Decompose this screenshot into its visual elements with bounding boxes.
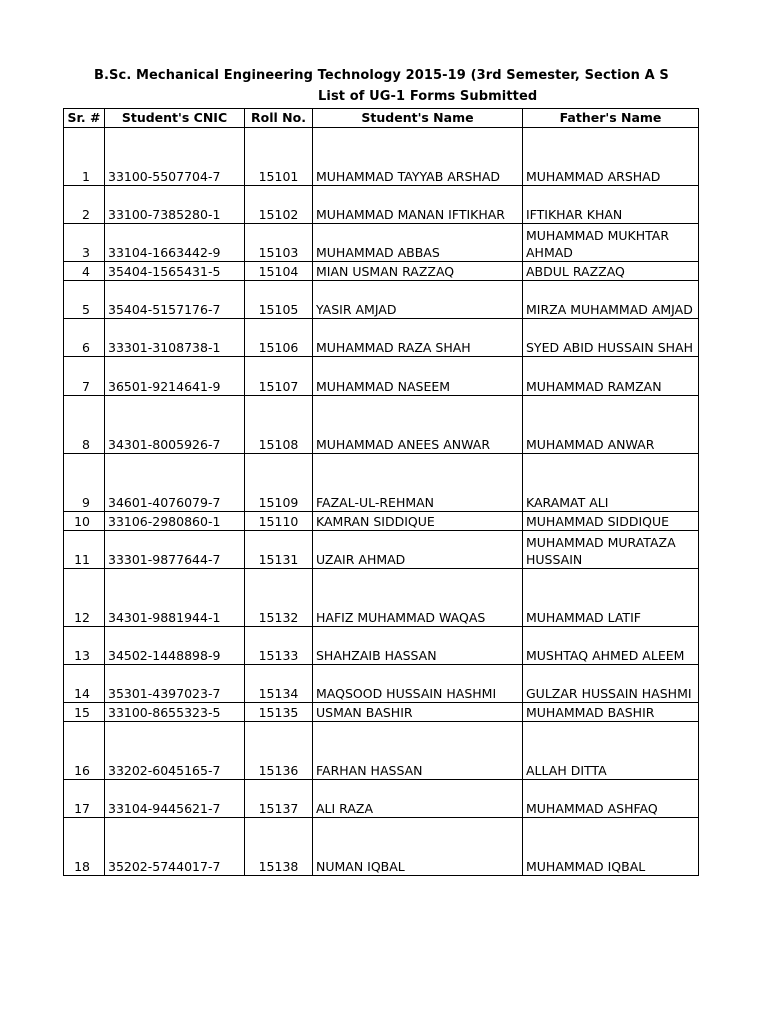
cell-roll-no: 15138 [245,818,313,876]
cell-sr: 6 [64,319,105,357]
column-header-roll-no: Roll No. [245,109,313,128]
cell-sr: 5 [64,281,105,319]
cell-cnic: 34301-8005926-7 [105,396,245,454]
cell-father-name: MUHAMMAD ARSHAD [523,128,699,186]
cell-roll-no: 15104 [245,262,313,281]
cell-cnic: 35301-4397023-7 [105,665,245,703]
table-row [64,319,699,357]
cell-father-name: MUHAMMAD RAMZAN [523,357,699,396]
cell-cnic: 34502-1448898-9 [105,627,245,665]
cell-roll-no: 15106 [245,319,313,357]
cell-student-name: ALI RAZA [313,780,523,818]
cell-student-name: FARHAN HASSAN [313,722,523,780]
document-title: B.Sc. Mechanical Engineering Technology 2015-19 (3rd Semester, Section A S [94,68,669,83]
table-row [64,128,699,186]
cell-father-name: IFTIKHAR KHAN [523,186,699,224]
cell-sr: 8 [64,396,105,454]
table-row [64,818,699,876]
cell-student-name: MAQSOOD HUSSAIN HASHMI [313,665,523,703]
cell-father-name: MUHAMMAD LATIF [523,569,699,627]
cell-cnic: 33104-1663442-9 [105,224,245,262]
table-row [64,357,699,396]
cell-sr: 1 [64,128,105,186]
table-row [64,396,699,454]
cell-father-name: MUHAMMAD SIDDIQUE [523,512,699,531]
cell-cnic: 35404-5157176-7 [105,281,245,319]
cell-student-name: MUHAMMAD TAYYAB ARSHAD [313,128,523,186]
cell-roll-no: 15135 [245,703,313,722]
document-subtitle: List of UG-1 Forms Submitted [318,89,538,104]
cell-sr: 4 [64,262,105,281]
cell-student-name: HAFIZ MUHAMMAD WAQAS [313,569,523,627]
cell-sr: 9 [64,454,105,512]
table-row [64,512,699,531]
cell-roll-no: 15101 [245,128,313,186]
cell-sr: 16 [64,722,105,780]
column-header-father-name: Father's Name [523,109,699,128]
cell-roll-no: 15132 [245,569,313,627]
cell-roll-no: 15133 [245,627,313,665]
column-header-student-name: Student's Name [313,109,523,128]
cell-student-name: NUMAN IQBAL [313,818,523,876]
cell-father-name: GULZAR HUSSAIN HASHMI [523,665,699,703]
cell-sr: 10 [64,512,105,531]
cell-student-name: YASIR AMJAD [313,281,523,319]
cell-roll-no: 15137 [245,780,313,818]
cell-father-name: KARAMAT ALI [523,454,699,512]
table-row [64,531,699,569]
table-row [64,665,699,703]
table-row [64,281,699,319]
cell-roll-no: 15110 [245,512,313,531]
cell-father-name: MUHAMMAD IQBAL [523,818,699,876]
cell-cnic: 33100-8655323-5 [105,703,245,722]
forms-table [63,108,699,876]
table-header-row [64,109,699,128]
cell-student-name: SHAHZAIB HASSAN [313,627,523,665]
cell-roll-no: 15105 [245,281,313,319]
table-row [64,262,699,281]
cell-roll-no: 15109 [245,454,313,512]
cell-roll-no: 15107 [245,357,313,396]
cell-student-name: KAMRAN SIDDIQUE [313,512,523,531]
cell-student-name: MIAN USMAN RAZZAQ [313,262,523,281]
table-row [64,627,699,665]
cell-cnic: 33301-9877644-7 [105,531,245,569]
cell-father-name: MUSHTAQ AHMED ALEEM [523,627,699,665]
cell-cnic: 33106-2980860-1 [105,512,245,531]
cell-cnic: 34301-9881944-1 [105,569,245,627]
table-row [64,224,699,262]
table-row [64,780,699,818]
cell-student-name: USMAN BASHIR [313,703,523,722]
cell-cnic: 36501-9214641-9 [105,357,245,396]
cell-sr: 13 [64,627,105,665]
cell-father-name: ABDUL RAZZAQ [523,262,699,281]
cell-cnic: 34601-4076079-7 [105,454,245,512]
table-row [64,454,699,512]
cell-student-name: MUHAMMAD NASEEM [313,357,523,396]
cell-cnic: 33100-7385280-1 [105,186,245,224]
cell-sr: 18 [64,818,105,876]
cell-cnic: 35404-1565431-5 [105,262,245,281]
cell-student-name: MUHAMMAD ABBAS [313,224,523,262]
cell-sr: 17 [64,780,105,818]
cell-roll-no: 15134 [245,665,313,703]
cell-sr: 2 [64,186,105,224]
table-row [64,722,699,780]
cell-student-name: MUHAMMAD MANAN IFTIKHAR [313,186,523,224]
cell-father-name: MIRZA MUHAMMAD AMJAD [523,281,699,319]
table-body [64,128,699,876]
cell-father-name: MUHAMMAD ASHFAQ [523,780,699,818]
cell-father-name: MUHAMMAD BASHIR [523,703,699,722]
cell-father-name: MUHAMMAD MURATAZA HUSSAIN [523,531,699,569]
cell-roll-no: 15102 [245,186,313,224]
cell-sr: 3 [64,224,105,262]
cell-student-name: MUHAMMAD RAZA SHAH [313,319,523,357]
cell-father-name: ALLAH DITTA [523,722,699,780]
cell-roll-no: 15131 [245,531,313,569]
cell-cnic: 33104-9445621-7 [105,780,245,818]
cell-sr: 12 [64,569,105,627]
cell-student-name: FAZAL-UL-REHMAN [313,454,523,512]
cell-sr: 15 [64,703,105,722]
cell-cnic: 33202-6045165-7 [105,722,245,780]
table-row [64,569,699,627]
cell-student-name: UZAIR AHMAD [313,531,523,569]
cell-father-name: MUHAMMAD ANWAR [523,396,699,454]
cell-roll-no: 15103 [245,224,313,262]
cell-student-name: MUHAMMAD ANEES ANWAR [313,396,523,454]
cell-father-name: SYED ABID HUSSAIN SHAH [523,319,699,357]
cell-roll-no: 15108 [245,396,313,454]
cell-cnic: 33301-3108738-1 [105,319,245,357]
cell-roll-no: 15136 [245,722,313,780]
cell-cnic: 33100-5507704-7 [105,128,245,186]
cell-sr: 11 [64,531,105,569]
column-header-cnic: Student's CNIC [105,109,245,128]
table-row [64,186,699,224]
cell-sr: 7 [64,357,105,396]
cell-cnic: 35202-5744017-7 [105,818,245,876]
table-row [64,703,699,722]
cell-sr: 14 [64,665,105,703]
column-header-sr: Sr. # [64,109,105,128]
cell-father-name: MUHAMMAD MUKHTAR AHMAD [523,224,699,262]
